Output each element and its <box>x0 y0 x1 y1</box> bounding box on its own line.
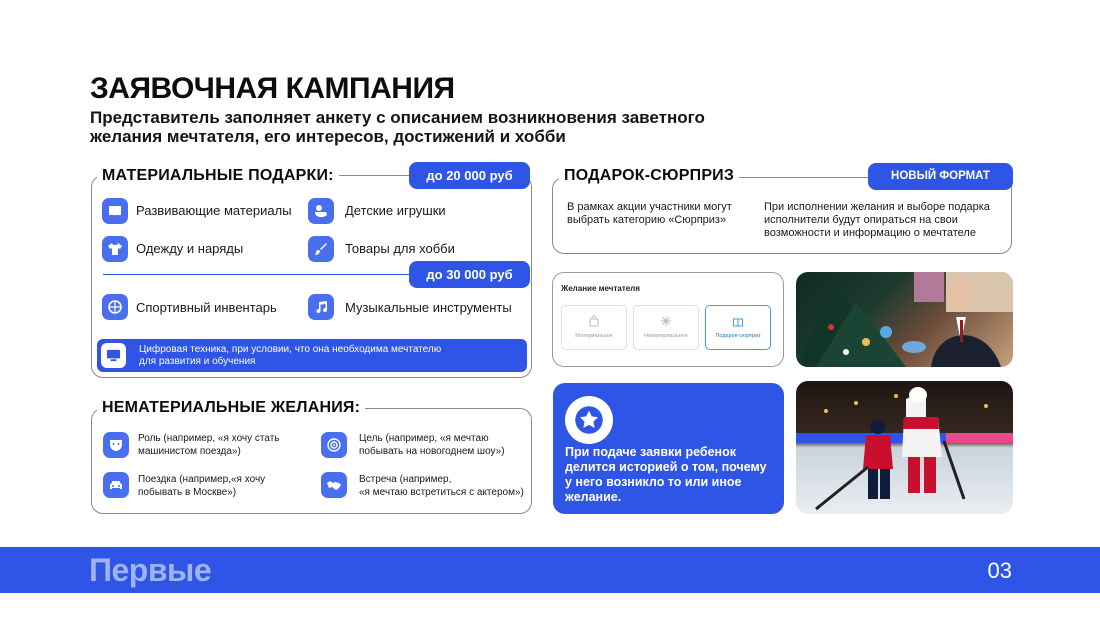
bag-icon <box>588 315 600 327</box>
sparkle-icon <box>660 315 672 327</box>
surprise-title: ПОДАРОК-СЮРПРИЗ <box>559 167 739 185</box>
page-number: 03 <box>987 558 1012 583</box>
digital-tech-banner <box>97 339 527 372</box>
gift-item-label: Товары для хобби <box>345 241 455 256</box>
page-title: ЗАЯВОЧНАЯ КАМПАНИЯ <box>90 72 455 105</box>
price-divider <box>103 274 413 275</box>
book-icon <box>102 198 128 224</box>
digital-tech-text: Цифровая техника, при условии, что она необходима мечтателю для развития и обучения <box>139 344 442 367</box>
wish-item-label: Цель (например, «я мечтаю побывать на новогоднем шоу») <box>359 433 505 457</box>
surprise-right-text: При исполнении желания и выборе подарка исполнители будут опираться на свои возможности и информацию о мечтателе <box>764 201 990 239</box>
target-icon <box>321 432 347 458</box>
page-subtitle: Представитель заполняет анкету с описанием возникновения заветного желания мечтателя, его интересов, достижений и хобби <box>90 108 705 146</box>
wish-item-label: Встреча (например, «я мечтаю встретиться с актером») <box>359 474 524 498</box>
new-format-badge: НОВЫЙ ФОРМАТ <box>868 163 1013 190</box>
mask-icon <box>103 432 129 458</box>
option-material[interactable]: Материальное <box>561 305 627 350</box>
photo-hockey <box>796 381 1013 514</box>
surprise-left-text: В рамках акции участники могут выбрать категорию «Сюрприз» <box>567 201 732 226</box>
story-text: При подаче заявки ребенок делится историей о том, почему у него возникло то или иное желание. <box>565 445 767 504</box>
gift-item-label: Детские игрушки <box>345 203 446 218</box>
duck-icon <box>308 198 334 224</box>
car-icon <box>103 472 129 498</box>
photo-illustration <box>796 272 1013 367</box>
brush-icon <box>308 236 334 262</box>
brand-logo: Первые <box>89 552 212 588</box>
photo-illustration <box>796 381 1013 514</box>
handshake-icon <box>321 472 347 498</box>
wish-item-label: Роль (например, «я хочу стать машинистом поезда») <box>138 433 280 457</box>
gift-item-label: Развивающие материалы <box>136 203 292 218</box>
price-badge-30000: до 30 000 руб <box>409 261 530 288</box>
gift-item-label: Спортивный инвентарь <box>136 300 277 315</box>
footer-bar <box>0 547 1100 593</box>
option-surprise[interactable]: Подарок-сюрприз <box>705 305 771 350</box>
price-badge-20000: до 20 000 руб <box>409 162 530 189</box>
star-icon <box>565 396 613 444</box>
nonmaterial-title: НЕМАТЕРИАЛЬНЫЕ ЖЕЛАНИЯ: <box>97 399 365 417</box>
ball-icon <box>102 294 128 320</box>
mockup-title: Желание мечтателя <box>561 284 640 293</box>
wish-item-label: Поездка (например,«я хочу побывать в Москве») <box>138 474 266 498</box>
gift-item-label: Музыкальные инструменты <box>345 300 512 315</box>
material-gifts-title: МАТЕРИАЛЬНЫЕ ПОДАРКИ: <box>97 167 339 185</box>
story-card <box>553 383 784 514</box>
music-icon <box>308 294 334 320</box>
photo-christmas-tree <box>796 272 1013 367</box>
gift-icon <box>732 315 744 327</box>
option-nonmaterial[interactable]: Нематериальное <box>633 305 699 350</box>
monitor-icon <box>101 343 126 368</box>
gift-item-label: Одежду и наряды <box>136 241 244 256</box>
shirt-icon <box>102 236 128 262</box>
